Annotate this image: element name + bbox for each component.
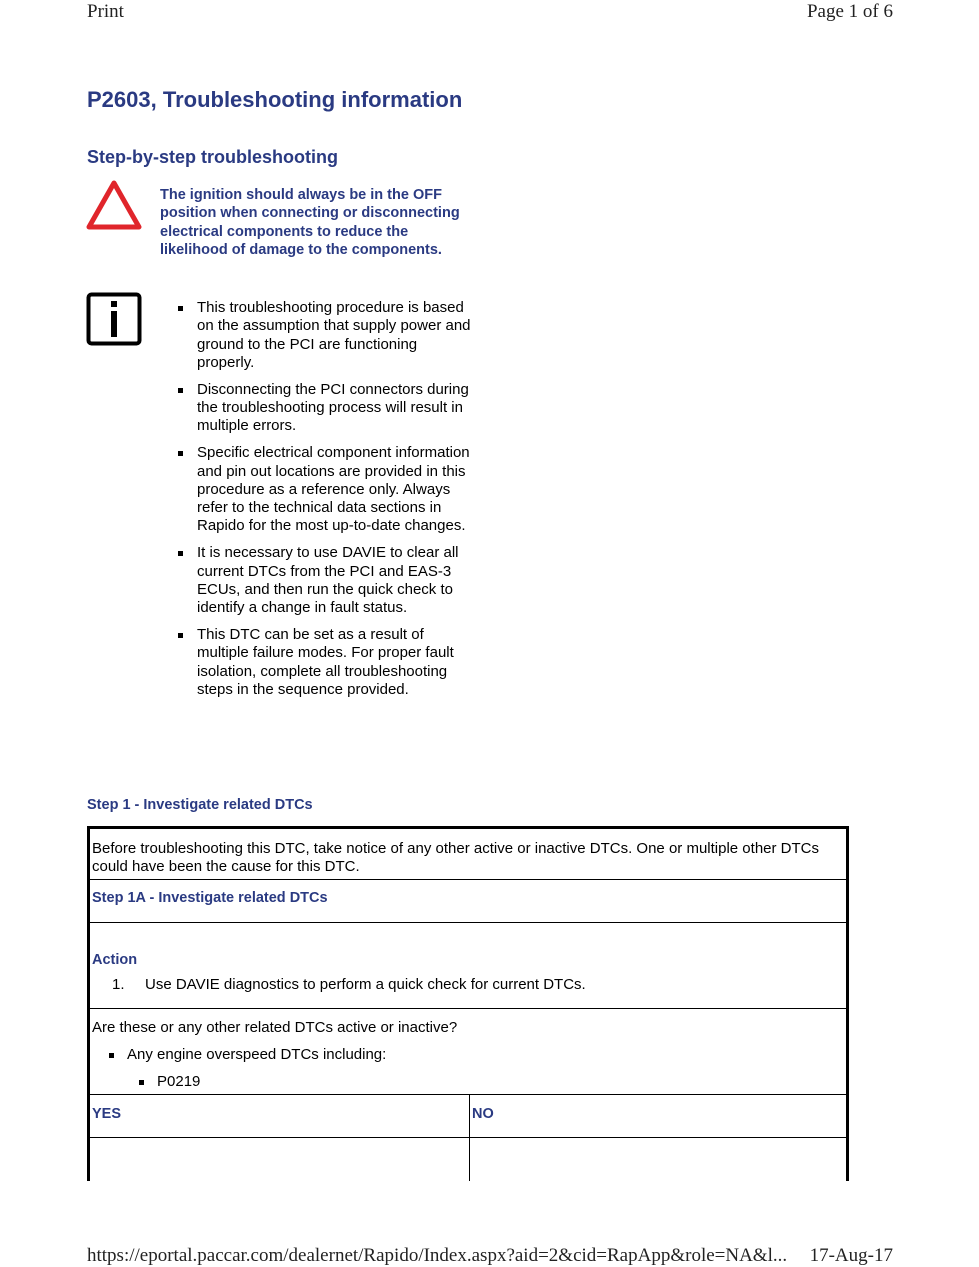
- footer-date: 17-Aug-17: [809, 1245, 893, 1266]
- step-table: [87, 826, 849, 1181]
- warning-text: The ignition should always be in the OFF position when connecting or disconnecting electrical components to reduce the likelihood of damage to the components.: [160, 187, 460, 258]
- list-item: Specific electrical component information and pin out locations are provided in this procedure as a reference only. Always refer to the technical data sections in Rapido for the most up-to-date changes.: [197, 444, 477, 535]
- list-item: It is necessary to use DAVIE to clear all current DTCs from the PCI and EAS-3 ECUs, and then run the quick check to identify a change in fault status.: [197, 544, 477, 617]
- footer-url: https://eportal.paccar.com/dealernet/Rapido/Index.aspx?aid=2&cid=RapApp&role=NA&l...: [87, 1245, 788, 1266]
- list-item: This DTC can be set as a result of multiple failure modes. For proper fault isolation, complete all troubleshooting steps in the sequence provided.: [197, 626, 477, 699]
- no-label: NO: [472, 1106, 494, 1122]
- page-number: Page 1 of 6: [806, 1, 893, 22]
- info-notes-list: [197, 299, 477, 708]
- column-divider: [469, 1095, 470, 1181]
- page-title: P2603, Troubleshooting information: [87, 87, 463, 112]
- warning-triangle-icon: [86, 179, 142, 231]
- table-row: [90, 923, 846, 1009]
- bullet-marker: [139, 1080, 144, 1085]
- section-title: Step-by-step troubleshooting: [87, 147, 338, 167]
- list-item: This troubleshooting procedure is based on the assumption that supply power and ground to the PCI are functioning properly.: [197, 299, 477, 372]
- info-icon: [86, 292, 142, 346]
- table-row: [90, 829, 846, 880]
- step-heading: Step 1 - Investigate related DTCs: [87, 797, 313, 813]
- action-label: Action: [92, 952, 138, 968]
- list-item: Disconnecting the PCI connectors during the troubleshooting process will result in multiple errors.: [197, 381, 477, 436]
- table-row: [90, 1009, 846, 1095]
- table-row: [90, 880, 846, 923]
- action-text: Use DAVIE diagnostics to perform a quick check for current DTCs.: [145, 976, 586, 993]
- yes-label: YES: [92, 1106, 122, 1122]
- bullet-text: P0219: [157, 1073, 201, 1090]
- print-header: Print: [87, 1, 124, 22]
- substep-heading: Step 1A - Investigate related DTCs: [92, 890, 328, 906]
- bullet-text: Any engine overspeed DTCs including:: [127, 1046, 387, 1063]
- bullet-marker: [109, 1053, 114, 1058]
- intro-text: Before troubleshooting this DTC, take notice of any other active or inactive DTCs. One or multiple other DTCs could have been the cause for this DTC.: [92, 840, 819, 876]
- question-text: Are these or any other related DTCs active or inactive?: [92, 1019, 458, 1036]
- action-number: 1.: [112, 976, 125, 993]
- table-row: [90, 1095, 846, 1138]
